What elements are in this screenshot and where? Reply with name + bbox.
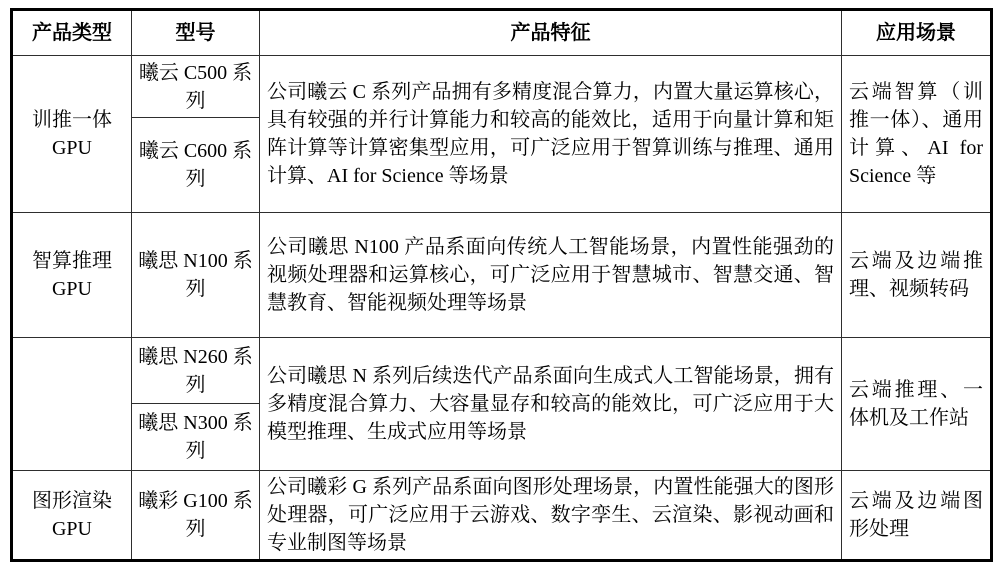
header-features: 产品特征: [260, 10, 842, 56]
cell-product-type: 训推一体 GPU: [12, 56, 132, 213]
cell-product-type: 图形渲染 GPU: [12, 471, 132, 561]
cell-model: 曦云 C500 系列: [132, 56, 260, 118]
table-row: [12, 56, 992, 118]
cell-model: 曦云 C600 系列: [132, 118, 260, 213]
header-applications: 应用场景: [842, 10, 992, 56]
cell-model: 曦思 N260 系列: [132, 338, 260, 404]
cell-applications: 云端智算（训推一体）、通用计算、AI for Science 等: [842, 56, 992, 213]
cell-model: 曦思 N300 系列: [132, 404, 260, 471]
table-row: [12, 213, 992, 338]
cell-model: 曦思 N100 系列: [132, 213, 260, 338]
cell-product-type: [12, 338, 132, 471]
header-product-type: 产品类型: [12, 10, 132, 56]
cell-features: 公司曦思 N100 产品系面向传统人工智能场景，内置性能强劲的视频处理器和运算核心，可广泛应用于智慧城市、智慧交通、智慧教育、智能视频处理等场景: [260, 213, 842, 338]
header-row: [12, 10, 992, 56]
gpu-product-table: [10, 8, 993, 562]
table-row: [12, 471, 992, 561]
cell-applications: 云端及边端推理、视频转码: [842, 213, 992, 338]
cell-applications: 云端推理、一体机及工作站: [842, 338, 992, 471]
header-model: 型号: [132, 10, 260, 56]
cell-product-type: 智算推理 GPU: [12, 213, 132, 338]
cell-features: 公司曦彩 G 系列产品系面向图形处理场景，内置性能强大的图形处理器，可广泛应用于云游戏、数字孪生、云渲染、影视动画和专业制图等场景: [260, 471, 842, 561]
cell-features: 公司曦云 C 系列产品拥有多精度混合算力，内置大量运算核心，具有较强的并行计算能力和较高的能效比，适用于向量计算和矩阵计算等计算密集型应用，可广泛应用于智算训练与推理、通用计算、AI for Science 等场景: [260, 56, 842, 213]
table-row: [12, 338, 992, 404]
cell-model: 曦彩 G100 系列: [132, 471, 260, 561]
document-page: [10, 8, 993, 562]
cell-features: 公司曦思 N 系列后续迭代产品系面向生成式人工智能场景，拥有多精度混合算力、大容量显存和较高的能效比，可广泛应用于大模型推理、生成式应用等场景: [260, 338, 842, 471]
cell-applications: 云端及边端图形处理: [842, 471, 992, 561]
